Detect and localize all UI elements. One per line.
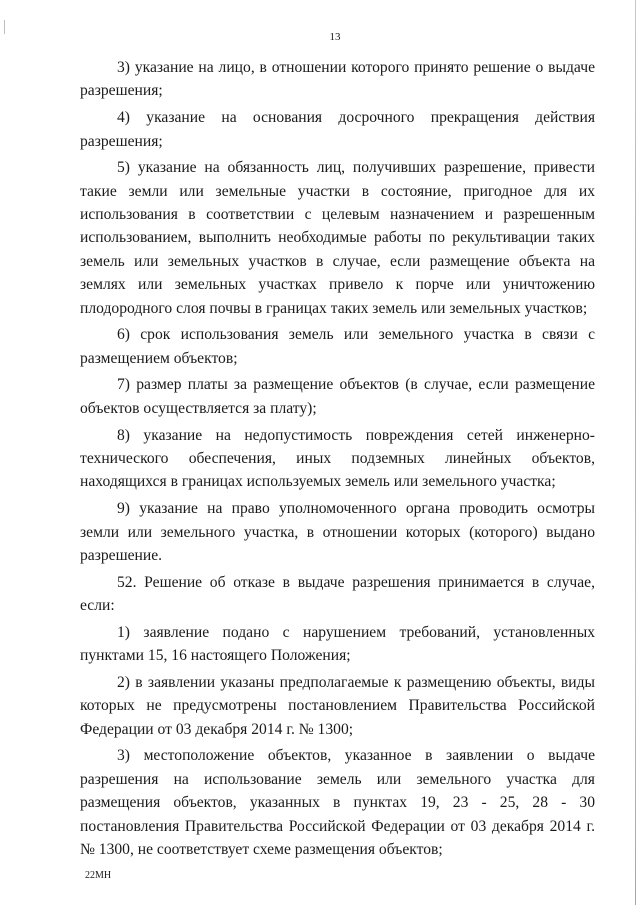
- paragraph-item-8: 8) указание на недопустимость повреждения сетей инженерно-технического обеспечения, иных подземных линейных объектов, находящихся в границах используемых земель или земельного участка;: [80, 426, 595, 491]
- page-number: 13: [329, 31, 341, 43]
- paragraph-refusal-1: 1) заявление подано с нарушением требований, установленных пунктами 15, 16 настоящего Положения;: [80, 623, 595, 665]
- paragraph-clause-52: 52. Решение об отказе в выдаче разрешения принимается в случае, если:: [80, 573, 595, 615]
- paragraph-refusal-2: 2) в заявлении указаны предполагаемые к размещению объекты, виды которых не предусмотрены постановлением Правительства Российской Федерации от 03 декабря 2014 г. № 1300;: [80, 673, 595, 738]
- footer-code: 22МН: [85, 870, 112, 881]
- paragraph-item-9: 9) указание на право уполномоченного органа проводить осмотры земли или земельного участка, в отношении которых (которого) выдано разрешение.: [80, 500, 595, 564]
- paragraph-item-6: 6) срок использования земель или земельного участка в связи с размещением объектов;: [80, 326, 595, 367]
- paragraph-refusal-3: 3) местоположение объектов, указанное в заявлении о выдаче разрешения на использование земель или земельного участка для размещения объектов, указанных в пунктах 19, 23 - 25, 28 - 30 постановления Правительства Российской Федерации от 03 декабря 2014 г. № 1300, не соответствует схеме размещения объектов;: [80, 747, 595, 858]
- scan-edge-line: [635, 0, 637, 905]
- paragraph-item-3: 3) указание на лицо, в отношении которого принято решение о выдаче разрешения;: [80, 59, 595, 100]
- paragraph-item-5: 5) указание на обязанность лиц, получивших разрешение, привести такие земли или земельные участки в состояние, пригодное для их использования в соответствии с целевым назначением и разрешенным использованием, выполнить необходимые работы по рекультивации таких земель или земельных участков в случае, если размещение объекта на землях или земельных участках привело к порче или уничтожению плодородного слоя почвы в границах таких земель или земельных участков;: [80, 159, 595, 317]
- paragraph-item-4: 4) указание на основания досрочного прекращения действия разрешения;: [80, 109, 595, 150]
- document-body: [80, 56, 595, 865]
- paragraph-item-7: 7) размер платы за размещение объектов (в случае, если размещение объектов осуществляется за плату);: [80, 376, 595, 417]
